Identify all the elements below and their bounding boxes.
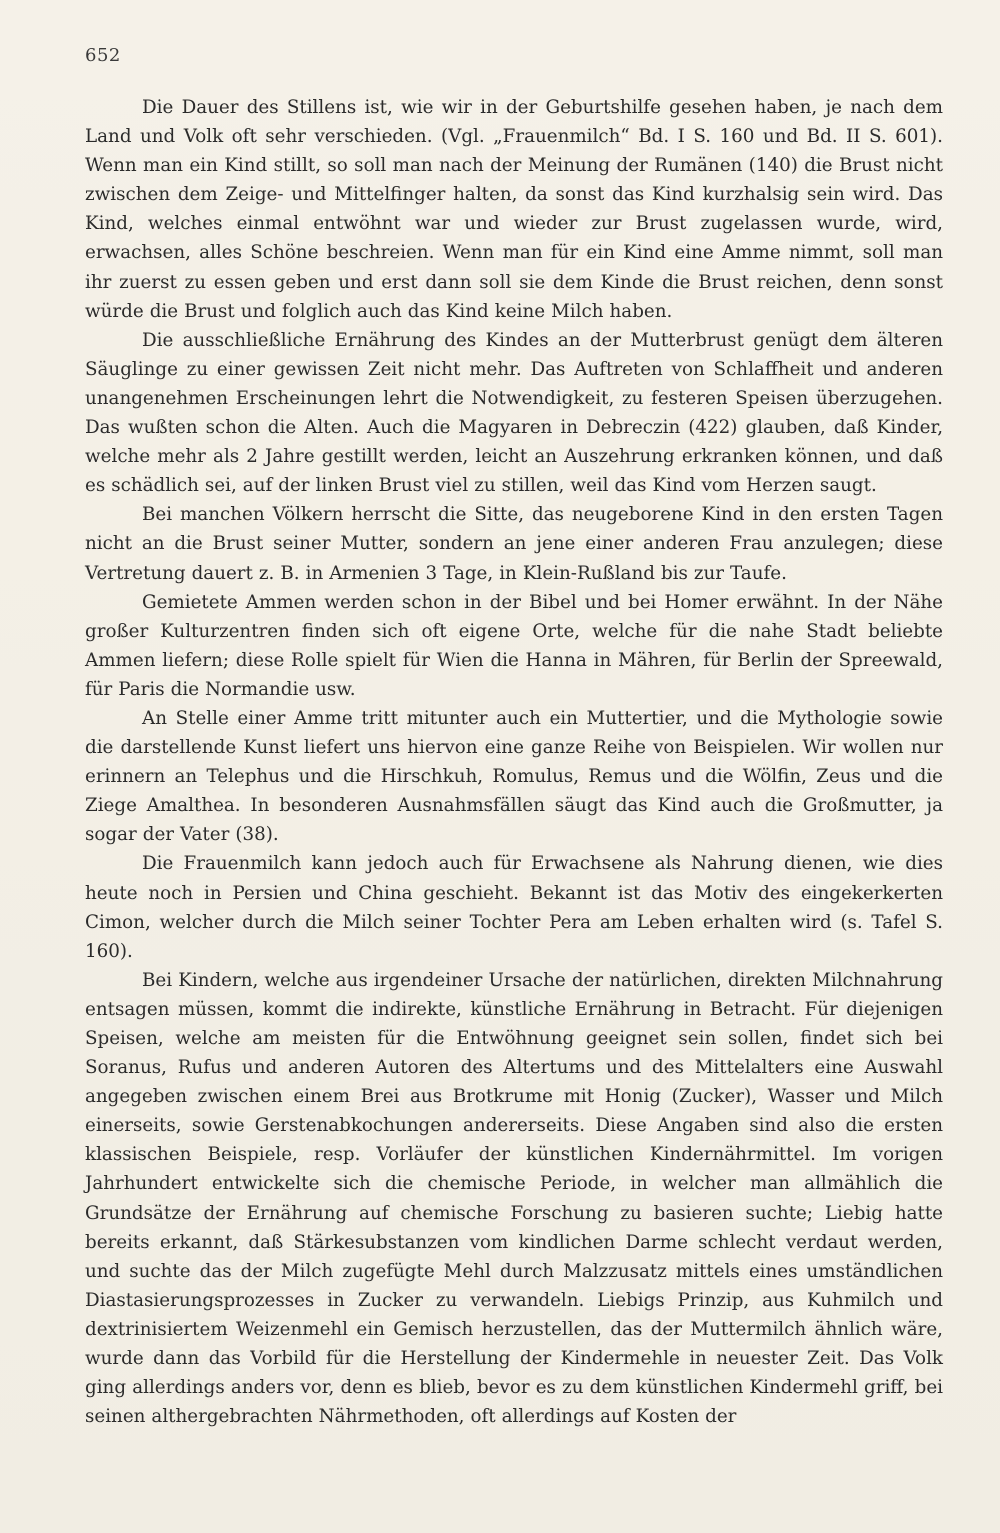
page-number: 652 [85, 45, 121, 66]
paragraph-5: An Stelle einer Amme tritt mitunter auch ein Muttertier, und die Mythologie sowie die darstellende Kunst liefert uns hiervon eine ganze Reihe von Beispielen. Wir wollen nur erinnern an Telephus und die Hirschkuh, Romulus, Remus und die Wölfin, Zeus und die Ziege Amalthea. In besonderen Ausnahmsfällen säugt das Kind auch die Großmutter, ja sogar der Vater (38). [85, 707, 943, 846]
paragraph-3: Bei manchen Völkern herrscht die Sitte, das neugeborene Kind in den ersten Tagen nicht an die Brust seiner Mutter, sondern an jene einer anderen Frau anzulegen; diese Vertretung dauert z. B. in Armenien 3 Tage, in Klein-Rußland bis zur Taufe. [85, 504, 943, 584]
paragraph-6: Die Frauenmilch kann jedoch auch für Erwachsene als Nahrung dienen, wie dies heute noch in Persien und China geschieht. Bekannt ist das Motiv des eingekerkerten Cimon, welcher durch die Milch seiner Tochter Pera am Leben erhalten wird (s. Tafel S. 160). [85, 853, 943, 962]
paragraph-2: Die ausschließliche Ernährung des Kindes an der Mutterbrust genügt dem älteren Säuglinge zu einer gewissen Zeit nicht mehr. Das Auftreten von Schlaffheit und anderen unangenehmen Erscheinungen lehrt die Notwendigkeit, zu festeren Speisen überzugehen. Das wußten schon die Alten. Auch die Magyaren in Debreczin (422) glauben, daß Kinder, welche mehr als 2 Jahre gestillt werden, leicht an Auszehrung erkranken können, und daß es schädlich sei, auf der linken Brust viel zu stillen, weil das Kind vom Herzen saugt. [85, 329, 943, 497]
paragraph-7: Bei Kindern, welche aus irgendeiner Ursache der natürlichen, direkten Milchnahrung entsagen müssen, kommt die indirekte, künstliche Ernährung in Betracht. Für diejenigen Speisen, welche am meisten für die Entwöhnung geeignet sein sollen, findet sich bei Soranus, Rufus und anderen Autoren des Altertums und des Mittelalters eine Auswahl angegeben zwischen einem Brei aus Brotkrume mit Honig (Zucker), Wasser und Milch einerseits, sowie Gerstenabkochungen andererseits. Diese Angaben sind also die ersten klassischen Beispiele, resp. Vorläufer der künstlichen Kindernährmittel. Im vorigen Jahrhundert entwickelte sich die chemische Periode, in welcher man allmählich die Grundsätze der Ernährung auf chemische Forschung zu basieren suchte; Liebig hatte bereits erkannt, daß Stärkesubstanzen vom kindlichen Darme schlecht verdaut werden, und suchte das der Milch zugefügte Mehl durch Malzzusatz mittels eines umständlichen Diastasierungsprozesses in Zucker zu verwandeln. Liebigs Prinzip, aus Kuhmilch und dextrinisiertem Weizenmehl ein Gemisch herzustellen, das der Muttermilch ähnlich wäre, wurde dann das Vorbild für die Herstellung der Kindermehle in neuester Zeit. Das Volk ging allerdings anders vor, denn es blieb, bevor es zu dem künstlichen Kindermehl griff, bei seinen althergebrachten Nährmethoden, oft allerdings auf Kosten der [85, 969, 943, 1428]
paragraph-4: Gemietete Ammen werden schon in der Bibel und bei Homer erwähnt. In der Nähe großer Kulturzentren finden sich oft eigene Orte, welche für die nahe Stadt beliebte Ammen liefern; diese Rolle spielt für Wien die Hanna in Mähren, für Berlin der Spreewald, für Paris die Normandie usw. [85, 591, 943, 700]
paragraph-1: Die Dauer des Stillens ist, wie wir in der Geburtshilfe gesehen haben, je nach dem Land und Volk oft sehr verschieden. (Vgl. „Frauenmilch“ Bd. I S. 160 und Bd. II S. 601). Wenn man ein Kind stillt, so soll man nach der Meinung der Rumänen (140) die Brust nicht zwischen dem Zeige- und Mittelfinger halten, da sonst das Kind kurzhalsig sein wird. Das Kind, welches einmal entwöhnt war und wieder zur Brust zugelassen wurde, wird, erwachsen, alles Schöne beschreien. Wenn man für ein Kind eine Amme nimmt, soll man ihr zuerst zu essen geben und erst dann soll sie dem Kinde die Brust reichen, denn sonst würde die Brust und folglich auch das Kind keine Milch haben. [85, 97, 943, 322]
page-content [85, 93, 943, 1431]
